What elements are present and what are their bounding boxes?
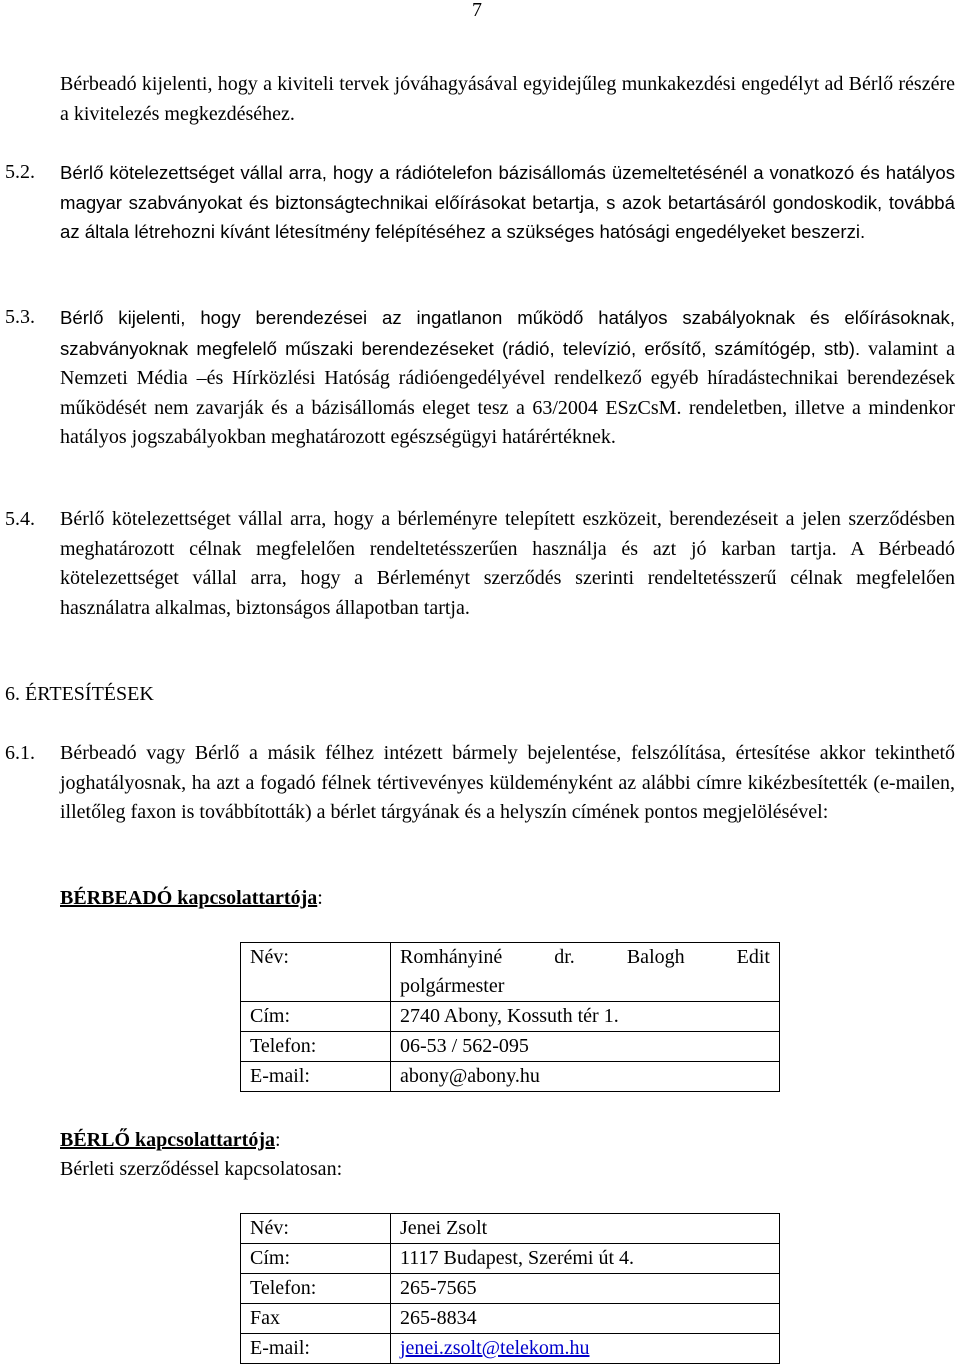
- section-number-5-3: 5.3.: [5, 306, 35, 328]
- lessee-phone-label: Telefon:: [241, 1274, 391, 1304]
- lessee-phone-value: 265-7565: [391, 1274, 780, 1304]
- table-row: [241, 1032, 780, 1062]
- section-number-6-1: 6.1.: [5, 742, 35, 764]
- section-6-1-text: Bérbeadó vagy Bérlő a másik félhez intézett bármely bejelentése, felszólítása, értesítése akkor tekinthető joghatályosnak, ha azt a fogadó félnek tértivevényes küldeményként az alábbi címre kikézbesítették (e-mailen, illetőleg faxon is továbbították) a bérlet tárgyának és a helyszín címének pontos megjelölésével:: [60, 742, 955, 823]
- lessee-address-value: 1117 Budapest, Szerémi út 4.: [391, 1244, 780, 1274]
- intro-paragraph: Bérbeadó kijelenti, hogy a kiviteli tervek jóváhagyásával egyidejűleg munkakezdési engedélyt ad Bérlő részére a kivitelezés megkezdéséhez.: [60, 73, 955, 125]
- section-5-2-text: Bérlő kötelezettséget vállal arra, hogy a rádiótelefon bázisállomás üzemeltetésénél a vonatkozó és hatályos magyar szabványokat és biztonságtechnikai előírásokat betartja, s azok betartásáról gondoskodik, továbbá az általa létrehozni kívánt létesítmény felépítéséhez a szükséges hatósági engedélyeket beszerzi.: [60, 162, 955, 242]
- lessor-name-line1: Romhányiné dr. Balogh Edit: [400, 946, 770, 968]
- table-row: [241, 943, 780, 1002]
- section-5-3-text-a: Bérlő kijelenti, hogy berendezései az ingatlanon működő hatályos szabályoknak és előírásoknak, szabványoknak megfelelő műszaki berendezéseket (rádió, televízió, erősítő, számítógép, stb).: [60, 307, 955, 359]
- section-5-4-text-a: Bérlő kötelezettséget vállal arra, hogy a bérleményre telepített eszközeit, berendezéseit a jelen szerződésben meghatározott célnak megfelelően rendeltetésszerűen használja és azt jó karban tartja.: [60, 508, 955, 560]
- lessee-email-label: E-mail:: [241, 1334, 391, 1364]
- lessor-phone-value: 06-53 / 562-095: [391, 1032, 780, 1062]
- lessor-heading-title: BÉRBEADÓ kapcsolattartója: [60, 887, 318, 909]
- lessee-fax-label: Fax: [241, 1304, 391, 1334]
- lessee-subheading: Bérleti szerződéssel kapcsolatosan:: [60, 1158, 343, 1180]
- lessor-address-label: Cím:: [241, 1002, 391, 1032]
- lessee-heading-colon: :: [275, 1129, 281, 1151]
- lessee-fax-value: 265-8834: [391, 1304, 780, 1334]
- lessor-heading-colon: :: [317, 887, 323, 909]
- lessor-name-label: Név:: [241, 943, 391, 1002]
- section-number-5-2: 5.2.: [5, 161, 35, 183]
- table-row: [241, 1274, 780, 1304]
- section-6-heading: 6. ÉRTESÍTÉSEK: [5, 683, 154, 705]
- lessor-address-value: 2740 Abony, Kossuth tér 1.: [391, 1002, 780, 1032]
- table-row: [241, 1334, 780, 1364]
- page-number: 7: [472, 0, 482, 21]
- lessor-name-value: [391, 943, 780, 1002]
- section-5-4-text-b: A Bérbeadó kötelezettséget vállal arra, hogy a Bérleményt szerződés szerinti rendeltetésszerű célnak megfelelően használatra alkalmas, biztonságos állapotban tartja.: [60, 537, 956, 619]
- lessee-heading: [60, 1126, 281, 1156]
- lessor-contact-table: [240, 942, 780, 1092]
- table-row: [241, 1304, 780, 1334]
- lessee-email-link[interactable]: jenei.zsolt@telekom.hu: [400, 1337, 590, 1359]
- lessor-email-label: E-mail:: [241, 1062, 391, 1092]
- section-number-5-4: 5.4.: [5, 508, 35, 530]
- section-5-4-text: [60, 505, 955, 623]
- section-5-3-text-b: valamint a Nemzeti Média –és Hírközlési Hatóság rádióengedélyével rendelkező egyéb híradástechnikai berendezések működését nem zavarják és a bázisállomás eleget tesz a 63/2004 ESzCsM. rendeletben, illetve a mindenkor hatályos jogszabályokban meghatározott egészségügyi határértéknek.: [60, 337, 955, 448]
- lessor-name-line2: polgármester: [400, 975, 505, 997]
- lessee-name-label: Név:: [241, 1214, 391, 1244]
- table-row: [241, 1244, 780, 1274]
- lessee-address-label: Cím:: [241, 1244, 391, 1274]
- lessee-contact-table: [240, 1213, 780, 1364]
- lessee-name-value: Jenei Zsolt: [391, 1214, 780, 1244]
- lessor-heading: [60, 884, 323, 914]
- table-row: [241, 1214, 780, 1244]
- lessee-email-cell: [391, 1334, 780, 1364]
- section-5-3-text: [60, 303, 955, 453]
- table-row: [241, 1062, 780, 1092]
- lessor-email-value: abony@abony.hu: [391, 1062, 780, 1092]
- lessor-phone-label: Telefon:: [241, 1032, 391, 1062]
- table-row: [241, 1002, 780, 1032]
- lessee-heading-title: BÉRLŐ kapcsolattartója: [60, 1129, 275, 1151]
